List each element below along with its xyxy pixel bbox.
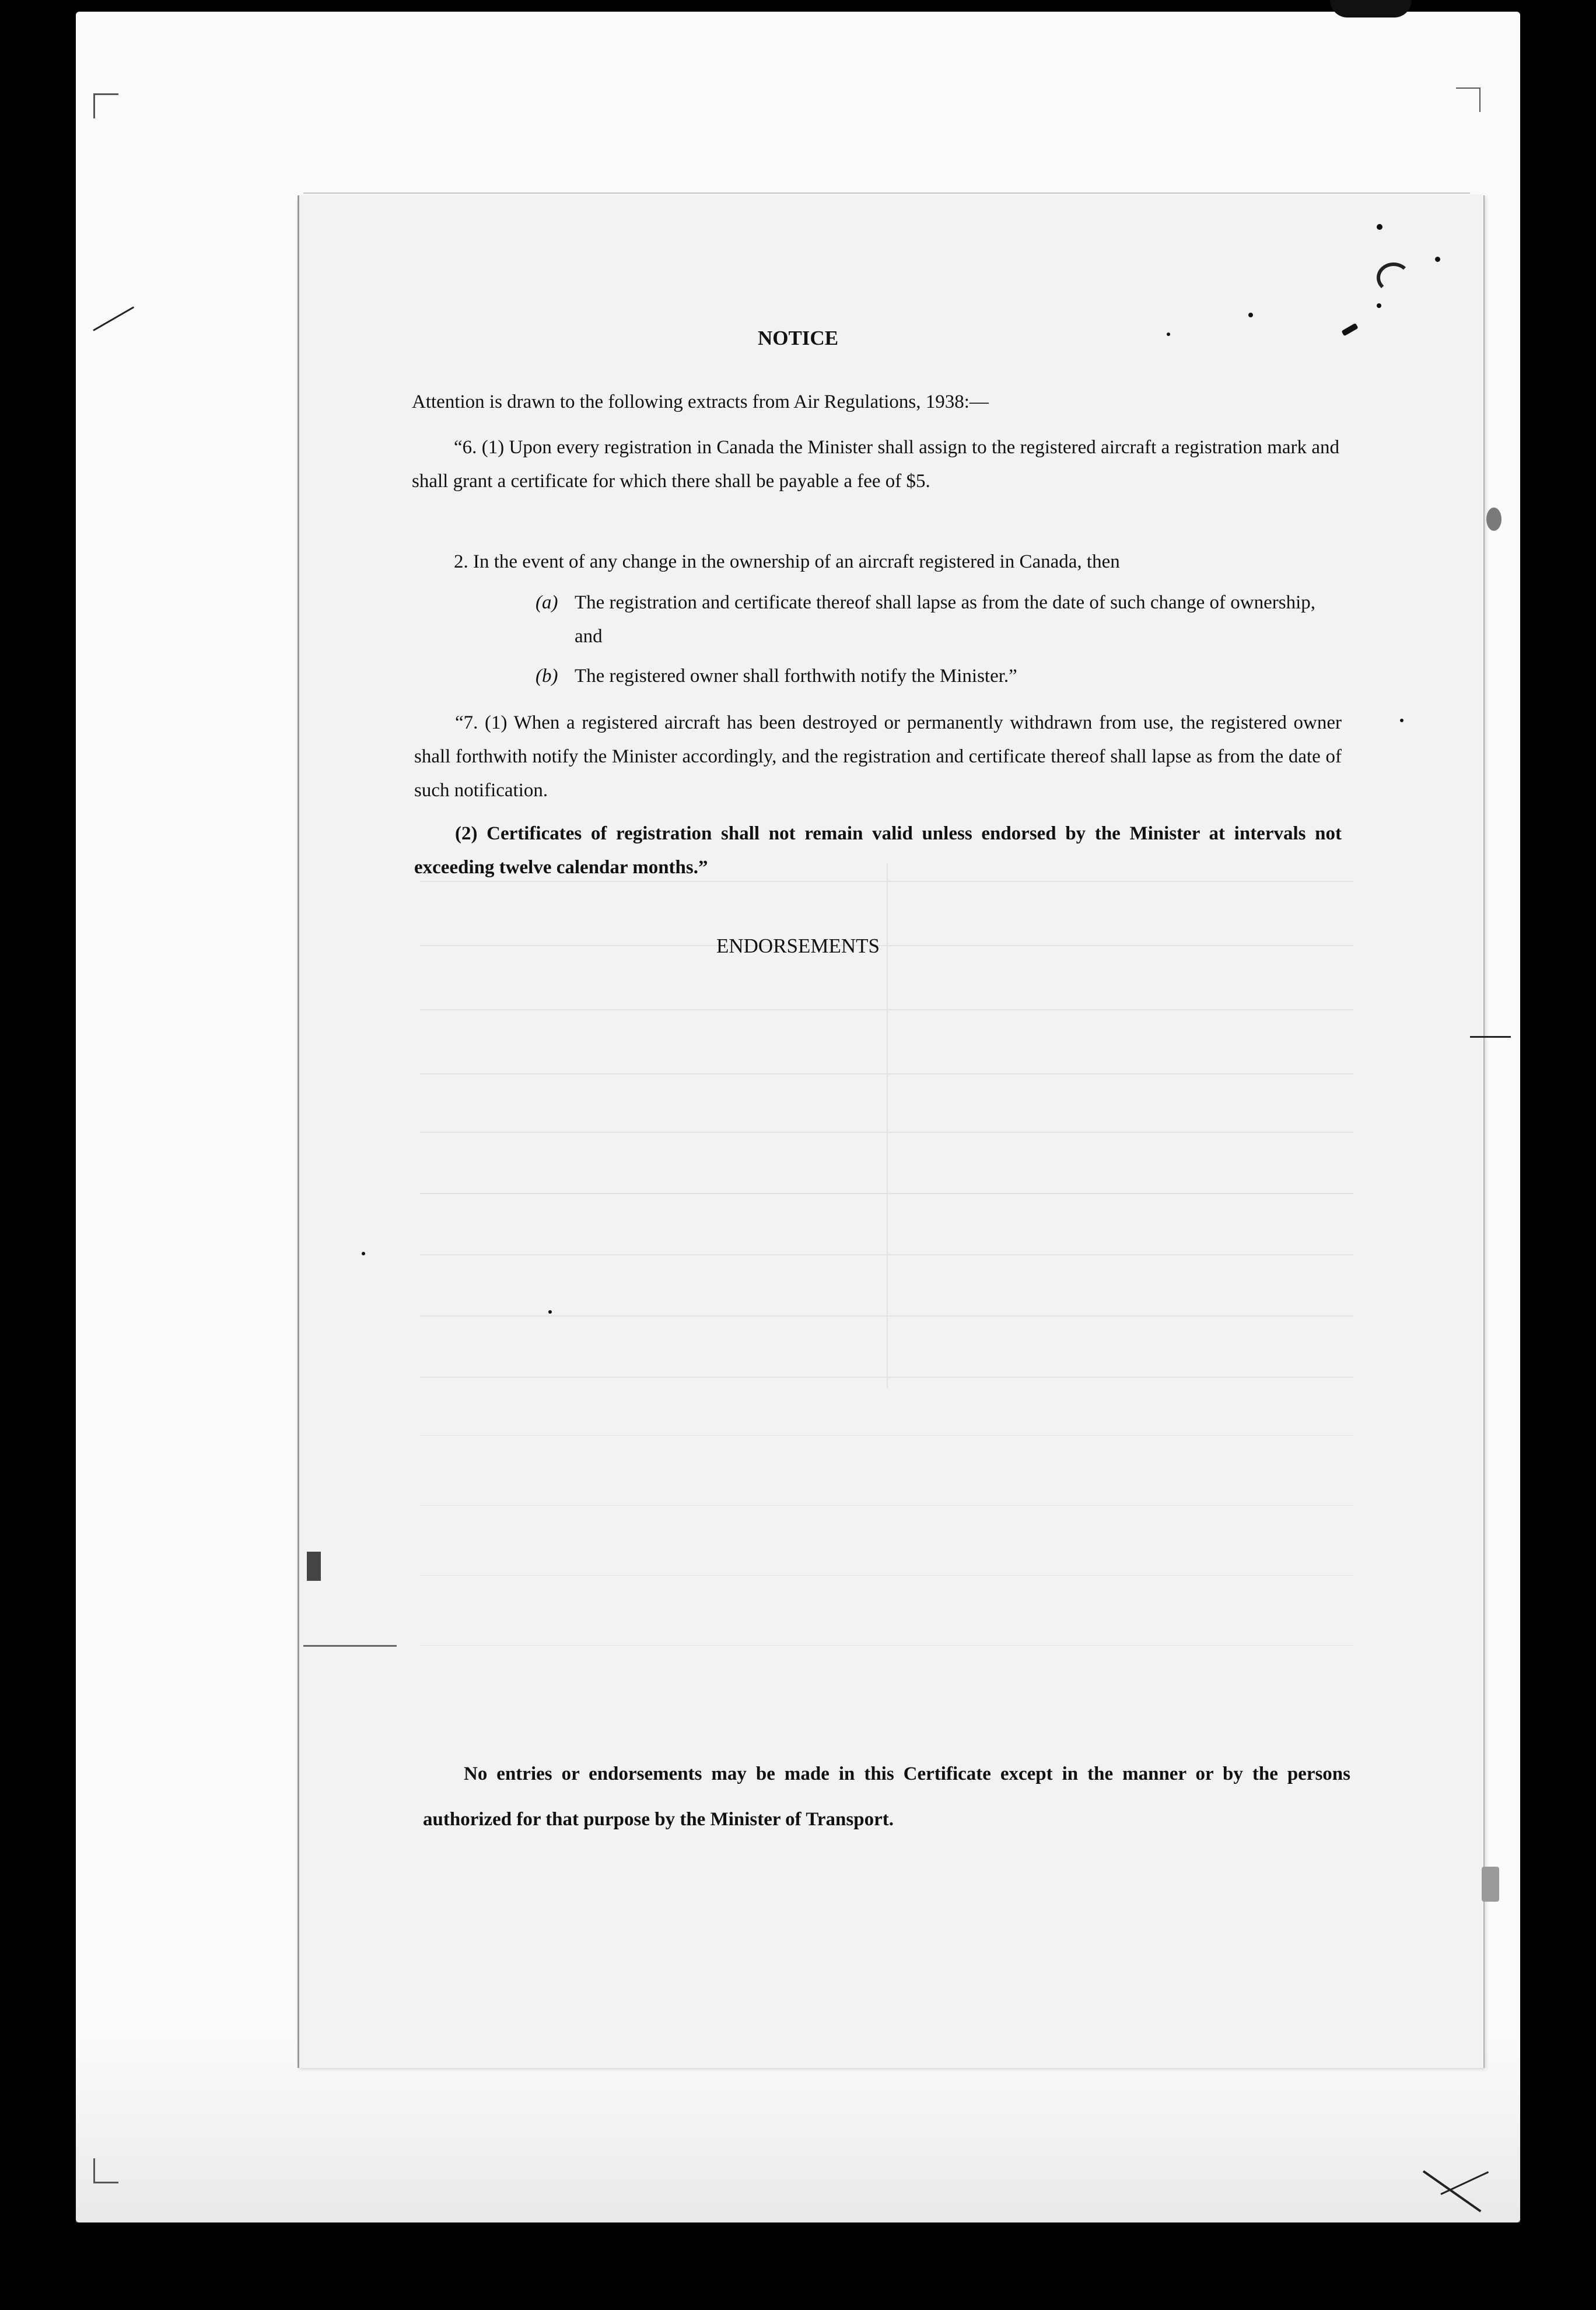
- crop-mark-bottom-left: [93, 2158, 118, 2183]
- endorsements-heading: ENDORSEMENTS: [716, 935, 880, 957]
- regulation-6-1: “6. (1) Upon every registration in Canada the Minister shall assign to the registered aircraft a registration mark and shall grant a certificate for which there shall be payable a fee of $5.: [412, 437, 1339, 492]
- notice-title: NOTICE: [757, 327, 839, 349]
- notice-intro: Attention is drawn to the following extracts from Air Regulations, 1938:—: [412, 391, 989, 412]
- clause-b-marker: (b): [536, 666, 558, 687]
- crop-mark-top-right: [1456, 88, 1480, 112]
- clause-a-marker: (a): [536, 592, 558, 613]
- clause-b-text: The registered owner shall forthwith notify the Minister.”: [575, 666, 1017, 687]
- regulation-7-2: (2) Certificates of registration shall not remain valid unless endorsed by the Minister at intervals not exceeding twelve calendar months.”: [414, 823, 1342, 878]
- regulation-7-1: “7. (1) When a registered aircraft has been destroyed or permanently withdrawn from use, the registered owner shall forthwith notify the Minister accordingly, and the registration and certificate thereof shall lapse as from the date of such notification.: [414, 712, 1342, 801]
- crop-mark-top-left: [93, 93, 118, 118]
- clause-a-text: The registration and certificate thereof shall lapse as from the date of such change of ownership, and: [575, 592, 1316, 647]
- regulation-6-2: 2. In the event of any change in the ownership of an aircraft registered in Canada, then: [454, 551, 1120, 572]
- footer-notice: No entries or endorsements may be made in this Certificate except in the manner or by the persons authorized for that purpose by the Minister of Transport.: [423, 1763, 1350, 1830]
